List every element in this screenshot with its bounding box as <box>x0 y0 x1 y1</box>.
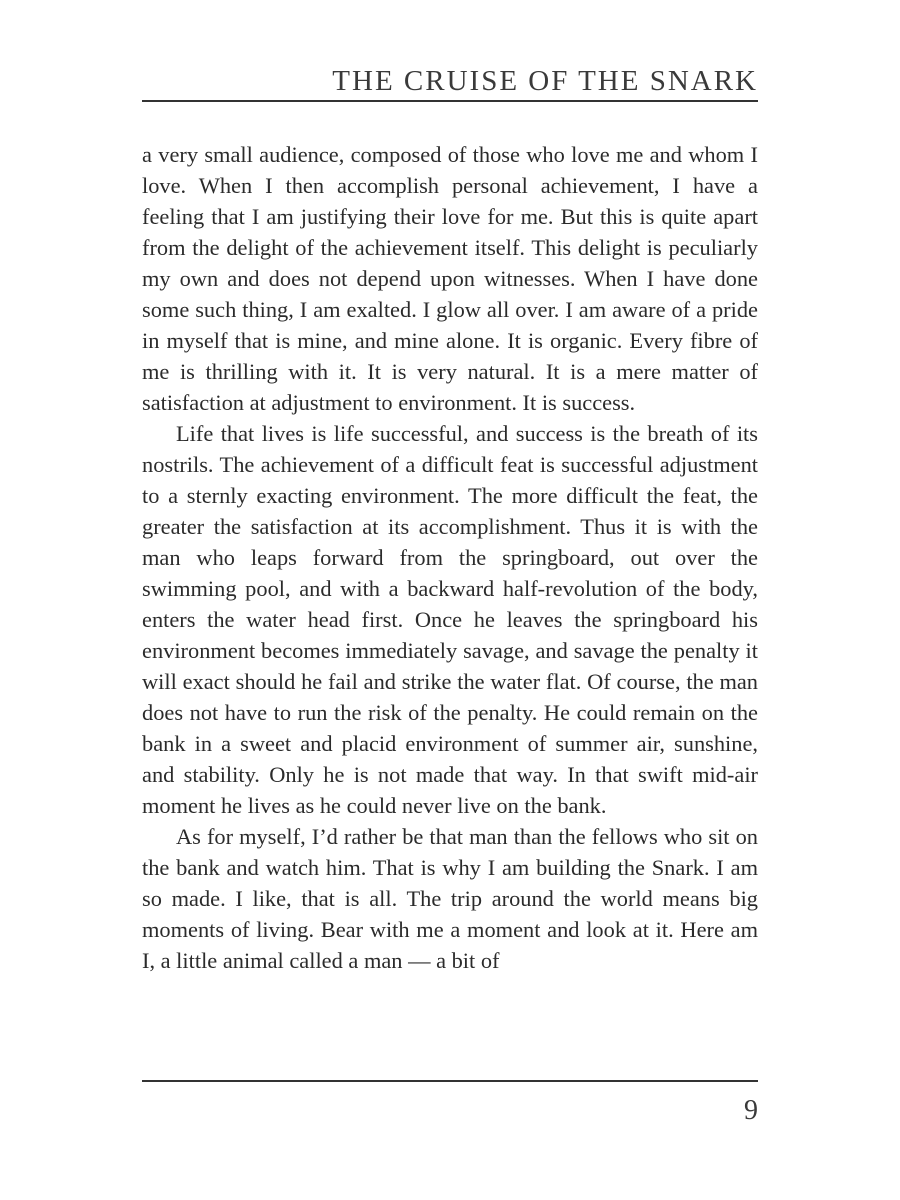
paragraph-2: Life that lives is life successful, and success is the breath of its nostrils. The achievement of a difficult feat is successful adjustment to a sternly exacting environment. The more difficult the feat, the greater the satisfaction at its accomplishment. Thus it is with the man who leaps forward from the springboard, out over the swimming pool, and with a backward half-revolution of the body, enters the water head first. Once he leaves the springboard his environment becomes immediately savage, and savage the penalty it will exact should he fail and strike the water flat. Of course, the man does not have to run the risk of the penalty. He could remain on the bank in a sweet and placid environment of summer air, sunshine, and stability. Only he is not made that way. In that swift mid-air moment he lives as he could never live on the bank. <box>142 421 758 818</box>
page-number: 9 <box>744 1095 758 1126</box>
paragraph-1: a very small audience, composed of those who love me and whom I love. When I then accomplish personal achievement, I have a feeling that I am justifying their love for me. But this is quite apart from the delight of the achievement itself. This delight is peculiarly my own and does not depend upon witnesses. When I have done some such thing, I am exalted. I glow all over. I am aware of a pride in myself that is mine, and mine alone. It is organic. Every fibre of me is thrilling with it. It is very natural. It is a mere matter of satisfaction at adjustment to environment. It is success. <box>142 142 758 415</box>
paragraph-3: As for myself, I’d rather be that man than the fellows who sit on the bank and watch him. That is why I am building the Snark. I am so made. I like, that is all. The trip around the world means big moments of living. Bear with me a moment and look at it. Here am I, a little animal called a man — a bit of <box>142 824 758 973</box>
body-text <box>142 139 758 976</box>
footer-rule <box>142 1080 758 1082</box>
running-head-title: THE CRUISE OF THE SNARK <box>332 65 758 97</box>
header-rule <box>142 100 758 102</box>
